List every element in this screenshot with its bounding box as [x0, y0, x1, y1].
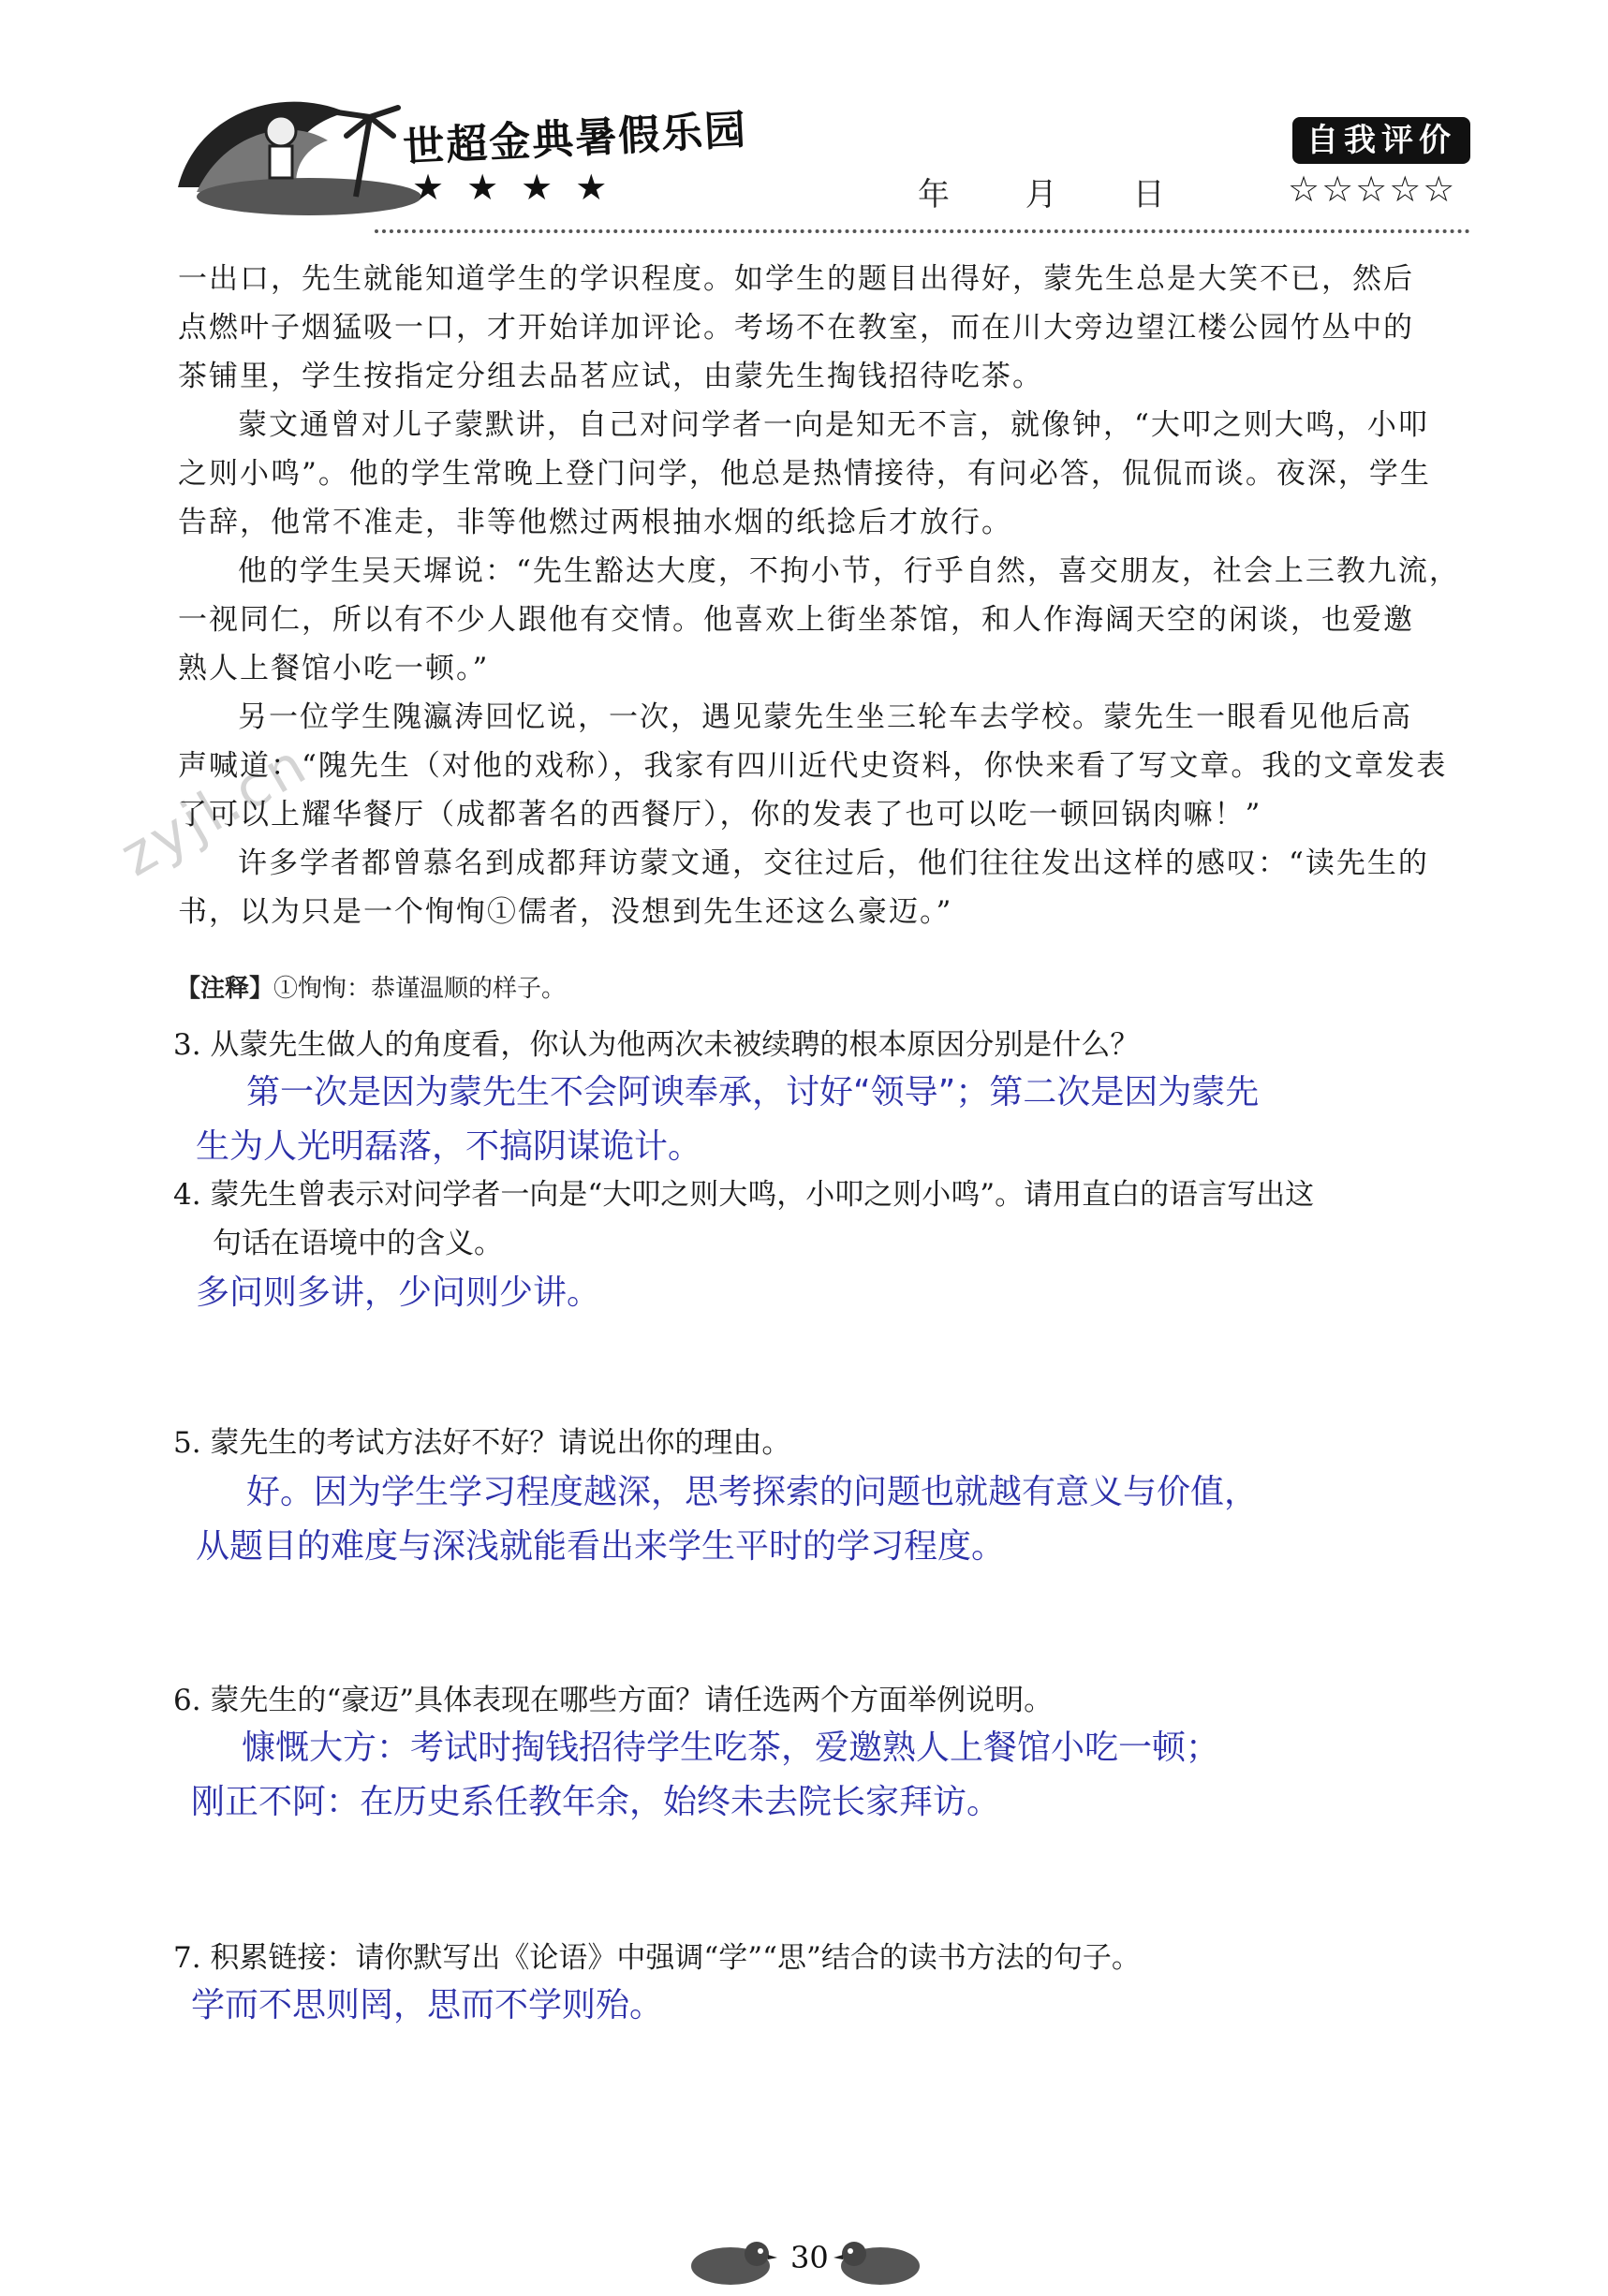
passage-line: 茶铺里，学生按指定分组去品茗应试，由蒙先生掏钱招待吃茶。	[178, 360, 1043, 393]
question-text: 4. 蒙先生曾表示对问学者一向是“大叩之则大鸣，小叩之则小鸣”。请用直白的语言写出这	[173, 1178, 1315, 1212]
passage-line: 熟人上餐馆小吃一顿。”	[178, 652, 490, 685]
annotation-label: 【注释】	[176, 975, 274, 1003]
question-4	[173, 1170, 1314, 1268]
annotation	[176, 969, 566, 1004]
annotation-text: ①恂恂：恭谨温顺的样子。	[273, 975, 567, 1003]
passage-line: 一出口，先生就能知道学生的学识程度。如学生的题目出得好，蒙先生总是大笑不已，然后	[178, 262, 1414, 296]
answer-line: 从题目的难度与深浅就能看出来学生平时的学习程度。	[196, 1527, 1006, 1566]
brand-title: 世超金典暑假乐园	[402, 106, 749, 172]
answer-5	[173, 1465, 1258, 1574]
passage-line: 另一位学生隗瀛涛回忆说，一次，遇见蒙先生坐三轮车去学校。蒙先生一眼看见他后高	[238, 700, 1412, 734]
passage-line: 告辞，他常不准走，非等他燃过两根抽水烟的纸捻后才放行。	[178, 506, 1012, 539]
question-6	[173, 1676, 1053, 1725]
question-text: 5. 蒙先生的考试方法好不好？请说出你的理由。	[173, 1426, 791, 1460]
header-divider	[375, 229, 1470, 233]
passage-line: 他的学生吴天墀说：“先生豁达大度，不拘小节，行乎自然，喜交朋友，社会上三教九流，	[238, 554, 1460, 588]
question-7	[173, 1934, 1141, 1982]
passage-line: 蒙文通曾对儿子蒙默讲，自己对问学者一向是知无不言，就像钟，“大叩之则大鸣，小叩	[238, 408, 1429, 442]
reading-passage	[178, 255, 1470, 936]
question-5	[173, 1419, 790, 1467]
passage-line: 之则小鸣”。他的学生常晚上登门问学，他总是热情接待，有问必答，侃侃而谈。夜深，学生	[178, 457, 1431, 491]
date-field: 年 月 日	[918, 176, 1165, 213]
passage-line: 声喊道：“隗先生（对他的戏称），我家有四川近代史资料，你快来看了写文章。我的文章发表	[178, 749, 1448, 783]
page-number: 30	[790, 2240, 829, 2275]
question-3	[173, 1021, 1139, 1069]
passage-line: 书，以为只是一个恂恂①儒者，没想到先生还这么豪迈。”	[178, 895, 953, 929]
answer-line: 学而不思则罔，思而不学则殆。	[191, 1986, 664, 2024]
answer-line: 第一次是因为蒙先生不会阿谀奉承，讨好“领导”；第二次是因为蒙先	[246, 1073, 1260, 1111]
answer-line: 好。因为学生学习程度越深，思考探索的问题也就越有意义与价值，	[246, 1473, 1259, 1511]
answer-line: 多问则多讲，少问则少讲。	[196, 1273, 601, 1312]
answer-line: 慷慨大方：考试时掏钱招待学生吃茶，爱邀熟人上餐馆小吃一顿；	[242, 1729, 1220, 1767]
answer-4	[173, 1266, 600, 1320]
passage-line: 了可以上耀华餐厅（成都著名的西餐厅），你的发表了也可以吃一顿回锅肉嘛！”	[178, 798, 1262, 832]
answer-line: 刚正不阿：在历史系任教年余，始终未去院长家拜访。	[191, 1783, 1001, 1821]
passage-line: 一视同仁，所以有不少人跟他有交情。他喜欢上街坐茶馆，和人作海阔天空的闲谈，也爱邀	[178, 603, 1414, 637]
passage-line: 点燃叶子烟猛吸一口，才开始详加评论。考场不在教室，而在川大旁边望江楼公园竹丛中的	[178, 311, 1414, 345]
answer-6	[169, 1721, 1219, 1830]
question-text: 7. 积累链接：请你默写出《论语》中强调“学”“思”结合的读书方法的句子。	[173, 1941, 1141, 1975]
star-rating[interactable]: ☆☆☆☆☆	[1288, 169, 1457, 210]
answer-7	[169, 1979, 663, 2033]
decorative-stars: ★★★★	[412, 167, 630, 208]
question-text: 6. 蒙先生的“豪迈”具体表现在哪些方面？请任选两个方面举例说明。	[173, 1684, 1054, 1717]
watermark: zyjl.cn	[110, 730, 320, 890]
passage-line: 许多学者都曾慕名到成都拜访蒙文通，交往过后，他们往往发出这样的感叹：“读先生的	[238, 846, 1429, 880]
answer-line: 生为人光明磊落，不搞阴谋诡计。	[196, 1127, 702, 1166]
answer-3	[173, 1066, 1259, 1174]
question-text: 3. 从蒙先生做人的角度看，你认为他两次未被续聘的根本原因分别是什么？	[173, 1028, 1140, 1062]
self-evaluation-badge: 自我评价	[1292, 117, 1470, 164]
question-text: 句话在语境中的含义。	[213, 1227, 503, 1260]
